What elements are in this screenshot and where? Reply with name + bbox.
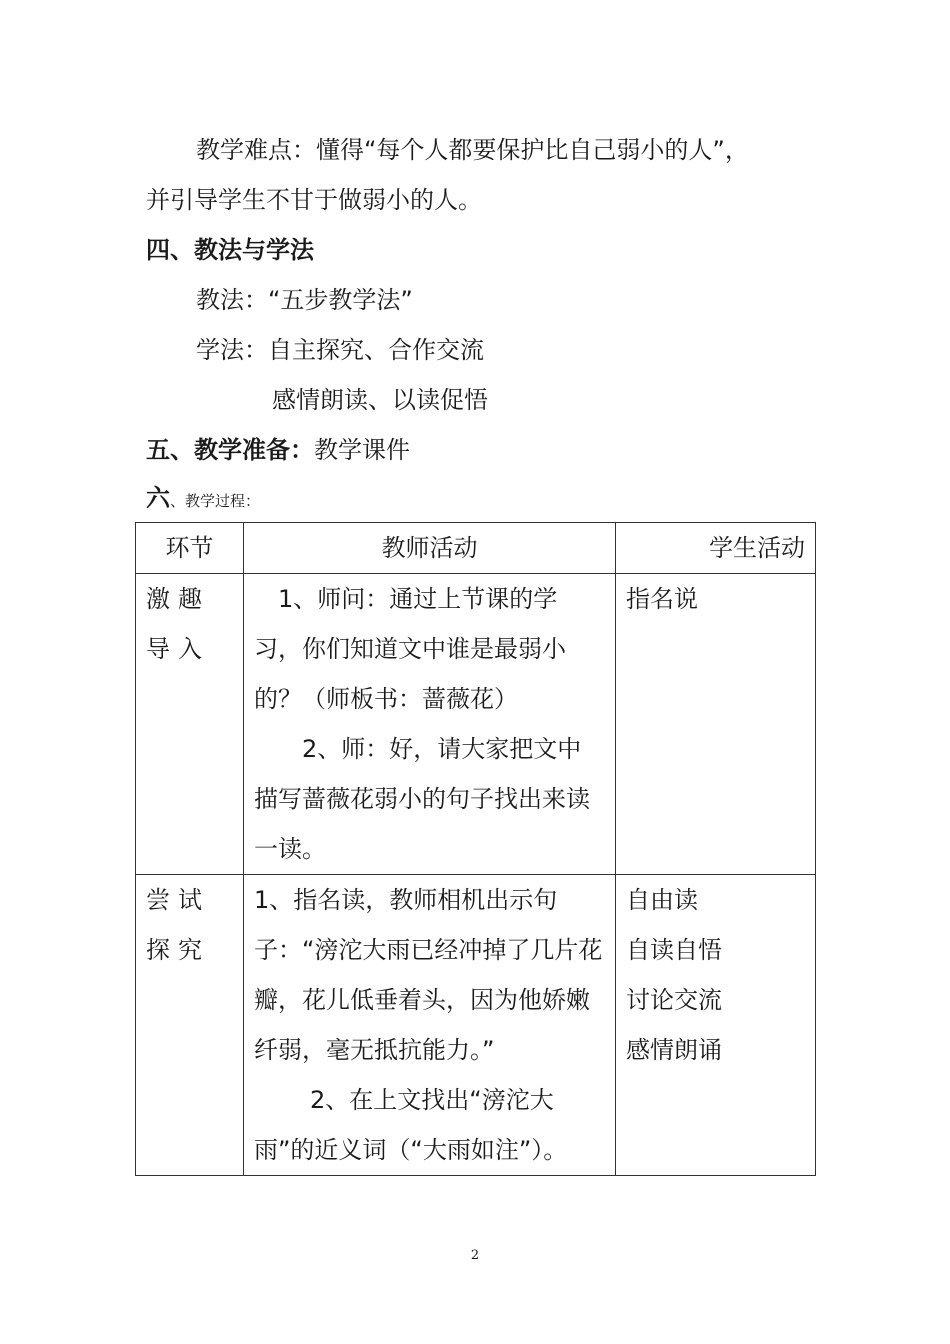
lesson-process-table <box>135 522 816 1176</box>
header-student: 学生活动 <box>616 523 816 574</box>
row2-student-item: 自由读 <box>626 886 698 914</box>
section5-heading: 五、教学准备： <box>146 436 314 464</box>
row2-teacher <box>244 875 616 1176</box>
header-stage: 环节 <box>136 523 244 574</box>
row1-teacher-step2: 2、师：好，请大家把文中描写蔷薇花弱小的句子找出来读一读。 <box>254 735 590 863</box>
row2-student-item: 感情朗诵 <box>626 1036 722 1064</box>
learning-method-line-1: 学法：自主探究、合作交流 <box>196 336 484 364</box>
row2-stage: 尝试探究 <box>136 875 244 1176</box>
row1-student-item: 指名说 <box>626 585 698 613</box>
row2-teacher-step1: 1、指名读，教师相机出示句子：“滂沱大雨已经冲掉了几片花瓣，花儿低垂着头，因为他娇嫩纤弱，毫无抵抗能力。” <box>254 886 603 1064</box>
row2-student-item: 自读自悟 <box>626 936 722 964</box>
row1-stage: 激趣导入 <box>136 574 244 875</box>
table-header-row <box>136 523 816 574</box>
table-row <box>136 875 816 1176</box>
teaching-method: 教法：“五步教学法” <box>196 286 413 314</box>
section5-text: 教学课件 <box>314 436 410 464</box>
row1-student <box>616 574 816 875</box>
section5 <box>146 435 410 465</box>
row2-teacher-step2: 2、在上文找出“滂沱大雨”的近义词（“大雨如注”）。 <box>254 1086 568 1164</box>
difficulty-line-1: 教学难点：懂得“每个人都要保护比自己弱小的人”， <box>196 136 749 164</box>
section6-number: 六 <box>146 484 170 512</box>
section6-text: 、教学过程： <box>170 492 261 510</box>
row2-student-item: 讨论交流 <box>626 986 722 1014</box>
section6 <box>146 483 260 516</box>
section4-heading: 四、教法与学法 <box>146 236 314 264</box>
row1-teacher-step1: 1、师问：通过上节课的学习，你们知道文中谁是最弱小的？（师板书：蔷薇花） <box>254 585 566 713</box>
page-number: 2 <box>470 1248 480 1263</box>
row2-student <box>616 875 816 1176</box>
difficulty-line-2: 并引导学生不甘于做弱小的人。 <box>146 186 482 214</box>
table-row <box>136 574 816 875</box>
row1-teacher <box>244 574 616 875</box>
header-teacher: 教师活动 <box>244 523 616 574</box>
learning-method-line-2: 感情朗读、以读促悟 <box>272 386 488 414</box>
